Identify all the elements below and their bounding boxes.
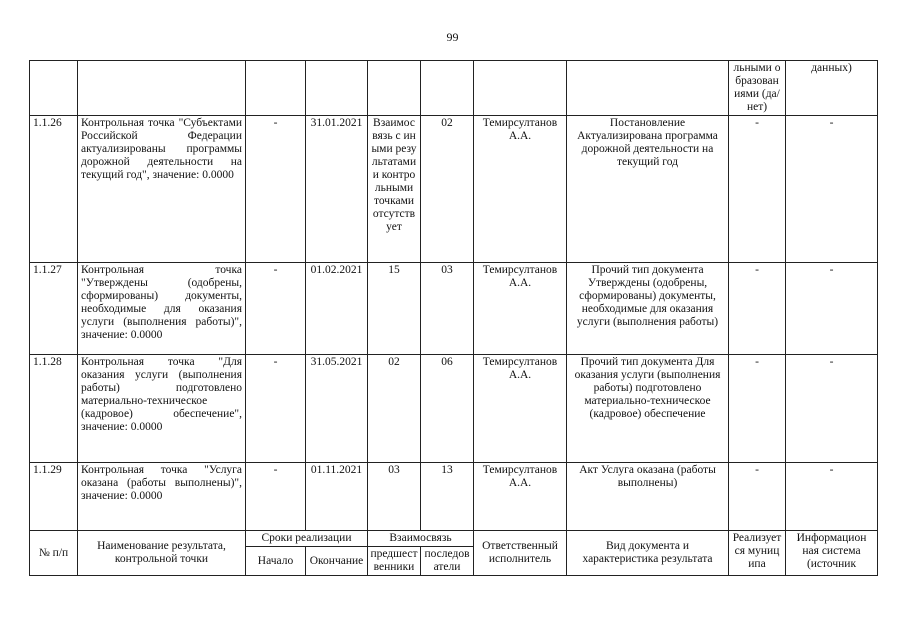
row-predecessors: 03: [368, 463, 421, 531]
row-start: -: [246, 263, 306, 355]
table-row: [30, 263, 878, 355]
header-municipal: Реализуется муниципа: [729, 531, 786, 576]
row-document: Постановление Актуализирована программа дорожной деятельности на текущий год: [567, 116, 729, 263]
row-predecessors: Взаимосвязь с иными результатами и контрольными точками отсутствует: [368, 116, 421, 263]
row-start: -: [246, 116, 306, 263]
row-number: 1.1.29: [30, 463, 78, 531]
continuation-infosys: данных): [786, 61, 878, 116]
row-successors: 06: [421, 355, 474, 463]
row-name: Контрольная точка "Утверждены (одобрены, сформированы) документы, необходимые для оказания услуги (выполнения работы)", значение: 0.0000: [78, 263, 246, 355]
row-responsible: Темирсултанов А.А.: [474, 116, 567, 263]
row-start: -: [246, 355, 306, 463]
row-successors: 13: [421, 463, 474, 531]
continuation-municipal: льными образован иями (да/нет): [729, 61, 786, 116]
header-predecessors: предшест венники: [368, 547, 421, 576]
row-end: 01.11.2021: [306, 463, 368, 531]
header-start: Начало: [246, 547, 306, 576]
header-successors: последов атели: [421, 547, 474, 576]
row-responsible: Темирсултанов А.А.: [474, 263, 567, 355]
table-row: [30, 355, 878, 463]
row-successors: 03: [421, 263, 474, 355]
row-responsible: Темирсултанов А.А.: [474, 463, 567, 531]
header-end: Окончание: [306, 547, 368, 576]
table-row: [30, 463, 878, 531]
row-end: 31.01.2021: [306, 116, 368, 263]
header-dates: Сроки реализации: [246, 531, 368, 547]
row-municipal: -: [729, 355, 786, 463]
row-number: 1.1.27: [30, 263, 78, 355]
row-predecessors: 02: [368, 355, 421, 463]
row-infosys: -: [786, 463, 878, 531]
row-document: Прочий тип документа Утверждены (одобрены, сформированы) документы, необходимые для оказания услуги (выполнения работы): [567, 263, 729, 355]
table-row: [30, 116, 878, 263]
row-infosys: -: [786, 263, 878, 355]
row-predecessors: 15: [368, 263, 421, 355]
header-row-top: [30, 531, 878, 547]
row-name: Контрольная точка "Для оказания услуги (выполнения работы) подготовлено материально-техническое (кадровое) обеспечение", значение: 0.0000: [78, 355, 246, 463]
row-municipal: -: [729, 463, 786, 531]
row-municipal: -: [729, 116, 786, 263]
row-start: -: [246, 463, 306, 531]
row-municipal: -: [729, 263, 786, 355]
header-name: Наименование результата, контрольной точки: [78, 531, 246, 576]
row-end: 31.05.2021: [306, 355, 368, 463]
row-end: 01.02.2021: [306, 263, 368, 355]
control-points-table: [29, 60, 878, 576]
row-number: 1.1.26: [30, 116, 78, 263]
row-responsible: Темирсултанов А.А.: [474, 355, 567, 463]
row-number: 1.1.28: [30, 355, 78, 463]
row-document: Прочий тип документа Для оказания услуги (выполнения работы) подготовлено материально-техническое (кадровое) обеспечение: [567, 355, 729, 463]
row-successors: 02: [421, 116, 474, 263]
row-name: Контрольная точка "Услуга оказана (работы выполнены)", значение: 0.0000: [78, 463, 246, 531]
row-infosys: -: [786, 116, 878, 263]
header-link: Взаимосвязь: [368, 531, 474, 547]
header-responsible: Ответственный исполнитель: [474, 531, 567, 576]
page-number: 99: [446, 30, 459, 44]
row-infosys: -: [786, 355, 878, 463]
row-document: Акт Услуга оказана (работы выполнены): [567, 463, 729, 531]
header-infosys: Информацион ная система (источник: [786, 531, 878, 576]
row-name: Контрольная точка "Субъектами Российской Федерации актуализированы программы дорожной деятельности на текущий год", значение: 0.0000: [78, 116, 246, 263]
header-document: Вид документа и характеристика результата: [567, 531, 729, 576]
continuation-row: [30, 61, 878, 116]
header-num: № п/п: [30, 531, 78, 576]
